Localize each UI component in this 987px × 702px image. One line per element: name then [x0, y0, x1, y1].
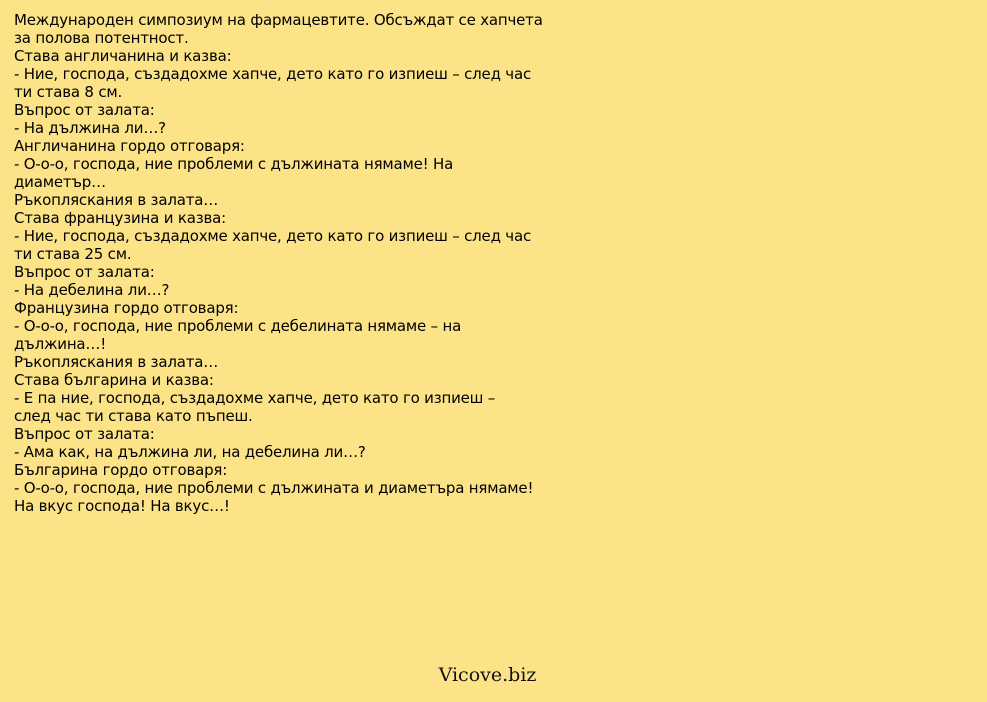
joke-line: след час ти става като пъпеш. — [14, 407, 253, 425]
joke-line: - О-о-о, господа, ние проблеми с дължината и диаметъра нямаме! — [14, 479, 534, 497]
joke-line: - Ние, господа, създадохме хапче, дето като го изпиеш – след час — [14, 227, 532, 245]
joke-line: Въпрос от залата: — [14, 101, 155, 119]
joke-line: - О-о-о, господа, ние проблеми с дължината нямаме! На — [14, 155, 454, 173]
joke-line: Става французина и казва: — [14, 209, 226, 227]
joke-line: Ръкопляскания в залата… — [14, 191, 219, 209]
joke-line: - На дължина ли…? — [14, 119, 166, 137]
joke-line: - Ние, господа, създадохме хапче, дето като го изпиеш – след час — [14, 65, 532, 83]
site-watermark: Vicove.biz — [438, 664, 537, 686]
joke-line: Англичанина гордо отговаря: — [14, 137, 245, 155]
joke-line: диаметър… — [14, 173, 106, 191]
joke-line: Става българина и казва: — [14, 371, 214, 389]
joke-line: Международен симпозиум на фармацевтите. Обсъждат се хапчета — [14, 11, 543, 29]
joke-line: Ръкопляскания в залата… — [14, 353, 219, 371]
joke-line: - На дебелина ли…? — [14, 281, 170, 299]
joke-line: дължина…! — [14, 335, 107, 353]
joke-line: Българина гордо отговаря: — [14, 461, 228, 479]
joke-line: ти става 25 см. — [14, 245, 132, 263]
joke-line: На вкус господа! На вкус…! — [14, 497, 230, 515]
joke-line: ти става 8 см. — [14, 83, 123, 101]
joke-line: - Е па ние, господа, създадохме хапче, дето като го изпиеш – — [14, 389, 496, 407]
joke-line: Французина гордо отговаря: — [14, 299, 239, 317]
joke-line: Въпрос от залата: — [14, 425, 155, 443]
joke-line: - О-о-о, господа, ние проблеми с дебелината нямаме – на — [14, 317, 462, 335]
joke-line: за полова потентност. — [14, 29, 189, 47]
joke-line: Въпрос от залата: — [14, 263, 155, 281]
joke-text — [14, 11, 584, 515]
joke-line: Става англичанина и казва: — [14, 47, 232, 65]
joke-line: - Ама как, на дължина ли, на дебелина ли…? — [14, 443, 366, 461]
